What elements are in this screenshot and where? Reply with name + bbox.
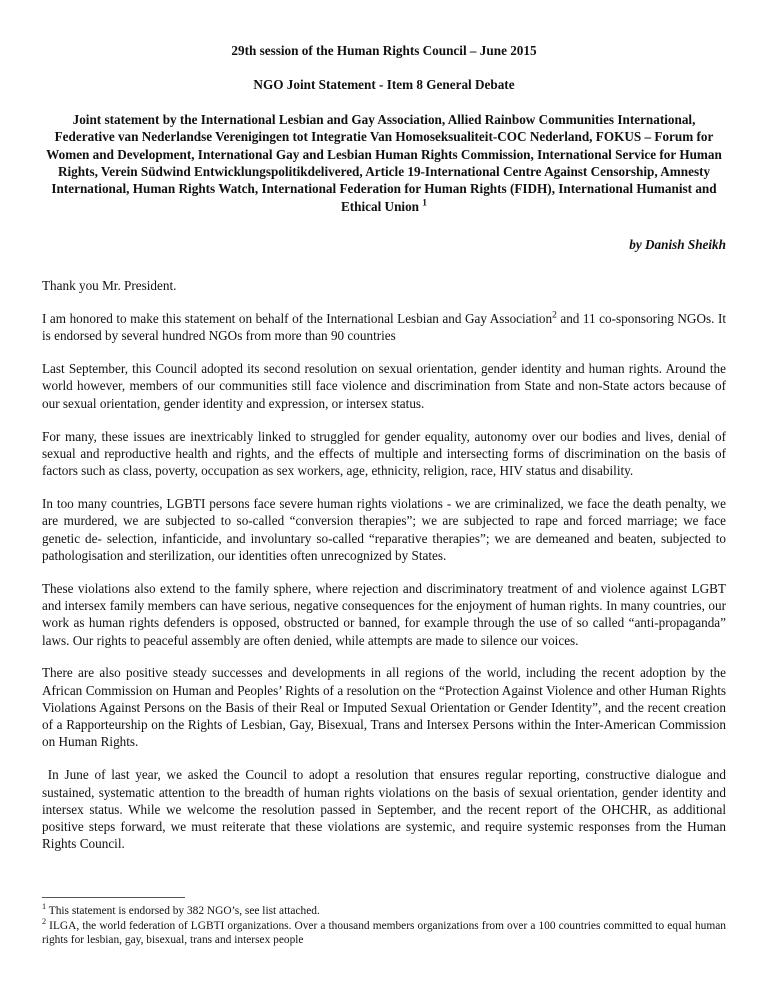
signatory-organizations-text: Joint statement by the International Lesbian and Gay Association, Allied Rainbow Communities International, Federative van Nederlandse Verenigingen tot Integratie Van Homoseksualiteit-COC Nederland, FOKUS – Forum for Women and Development, International Gay and Lesbian Human Rights Commission, International Service for Human Rights, Verein Südwind Entwicklungspolitikdelivered, Article 19-International Centre Against Censorship, Amnesty International, Human Rights Watch, International Federation for Human Rights (FIDH), International Humanist and Ethical Union xyxy=(46,111,722,214)
footnote-marker-1: 1 xyxy=(422,198,428,209)
heading-spacer xyxy=(42,59,726,76)
paragraph-honored-text-before: I am honored to make this statement on behalf of the International Lesbian and Gay Association xyxy=(42,311,553,327)
session-heading: 29th session of the Human Rights Council – June 2015 xyxy=(231,43,537,58)
footnote-number-2: 2 xyxy=(42,917,47,927)
footnote-text-2: ILGA, the world federation of LGBTI organizations. Over a thousand members organizations from over a 100 countries committed to equal human rights for lesbian, gay, bisexual, trans and intersex people xyxy=(42,919,726,947)
footnote-text-1: This statement is endorsed by 382 NGO’s, see list attached. xyxy=(46,905,320,918)
paragraph-honored-text-after: and 11 co-sponsoring NGOs. It is endorsed by several hundred NGOs from more than 90 countries xyxy=(42,311,730,344)
document-body xyxy=(42,277,730,853)
document-heading-block xyxy=(42,42,726,94)
author-byline: by Danish Sheikh xyxy=(629,237,726,253)
footnote-marker-2: 2 xyxy=(552,310,557,321)
footnote-number-1: 1 xyxy=(42,902,47,912)
statement-heading: NGO Joint Statement - Item 8 General Debate xyxy=(253,77,515,93)
paragraph-for-many: For many, these issues are inextricably linked to struggled for gender equality, autonomy over our bodies and lives, denial of sexual and reproductive health and rights, and the effects of multiple and intersecting forms of discrimination on the basis of factors such as class, poverty, occupation as sex workers, age, ethnicity, religion, race, HIV status and disability. xyxy=(42,428,730,479)
footnote-separator-rule xyxy=(42,897,185,898)
footnote-item-1 xyxy=(42,904,726,919)
paragraph-positive-steady-successes: There are also positive steady successes and developments in all regions of the world, including the recent adoption by the African Commission on Human and Peoples’ Rights of a resolution on the “Protection Against Violence and other Human Rights Violations Against Persons on the Basis of their Real or Imputed Sexual Orientation or Gender Identity”, and the recent creation of a Rapporteurship on the Rights of Lesbian, Gay, Bisexual, Trans and Intersex Persons within the Inter-American Commission on Human Rights. xyxy=(42,665,730,750)
paragraph-last-september: Last September, this Council adopted its second resolution on sexual orientation, gender identity and human rights. Around the world however, members of our communities still face violence and discrimination from State and non-State actors because of our sexual orientation, gender identity and expression, or intersex status. xyxy=(42,361,730,411)
paragraph-thank-you: Thank you Mr. President. xyxy=(42,278,177,294)
paragraph-in-too-many-countries: In too many countries, LGBTI persons face severe human rights violations - we are criminalized, we face the death penalty, we are murdered, we are subjected to so-called “conversion therapies”; we are subjected to rape and forced marriage; we face genetic de- selection, infanticide, and involuntary so-called “reparative therapies”; we are demeaned and beaten, subjected to pathologisation and sterilization, our identities often unrecognized by States. xyxy=(42,495,730,563)
footnote-item-2 xyxy=(42,919,726,948)
paragraph-in-june-of-last-year: In June of last year, we asked the Council to adopt a resolution that ensures regular reporting, constructive dialogue and sustained, systematic attention to the breadth of human rights violations on the basis of sexual orientation, gender identity and intersex status. While we welcome the resolution passed in September, and the recent report of the OHCHR, as additional positive steps forward, we must reiterate that these violations are systemic, and require systemic responses from the Human Rights Council. xyxy=(42,767,730,852)
paragraph-these-violations: These violations also extend to the family sphere, where rejection and discriminatory treatment of and violence against LGBT and intersex family members can have serious, negative consequences for the enjoyment of human rights. In many countries, our work as human rights defenders is opposed, obstructed or banned, for example through the use of so called “anti-propaganda” laws. Our rights to peaceful assembly are often denied, while attempts are made to silence our voices. xyxy=(42,580,730,648)
footnotes-section xyxy=(42,897,726,948)
signatory-organizations-block xyxy=(42,111,726,215)
paragraph-honored xyxy=(42,310,730,345)
